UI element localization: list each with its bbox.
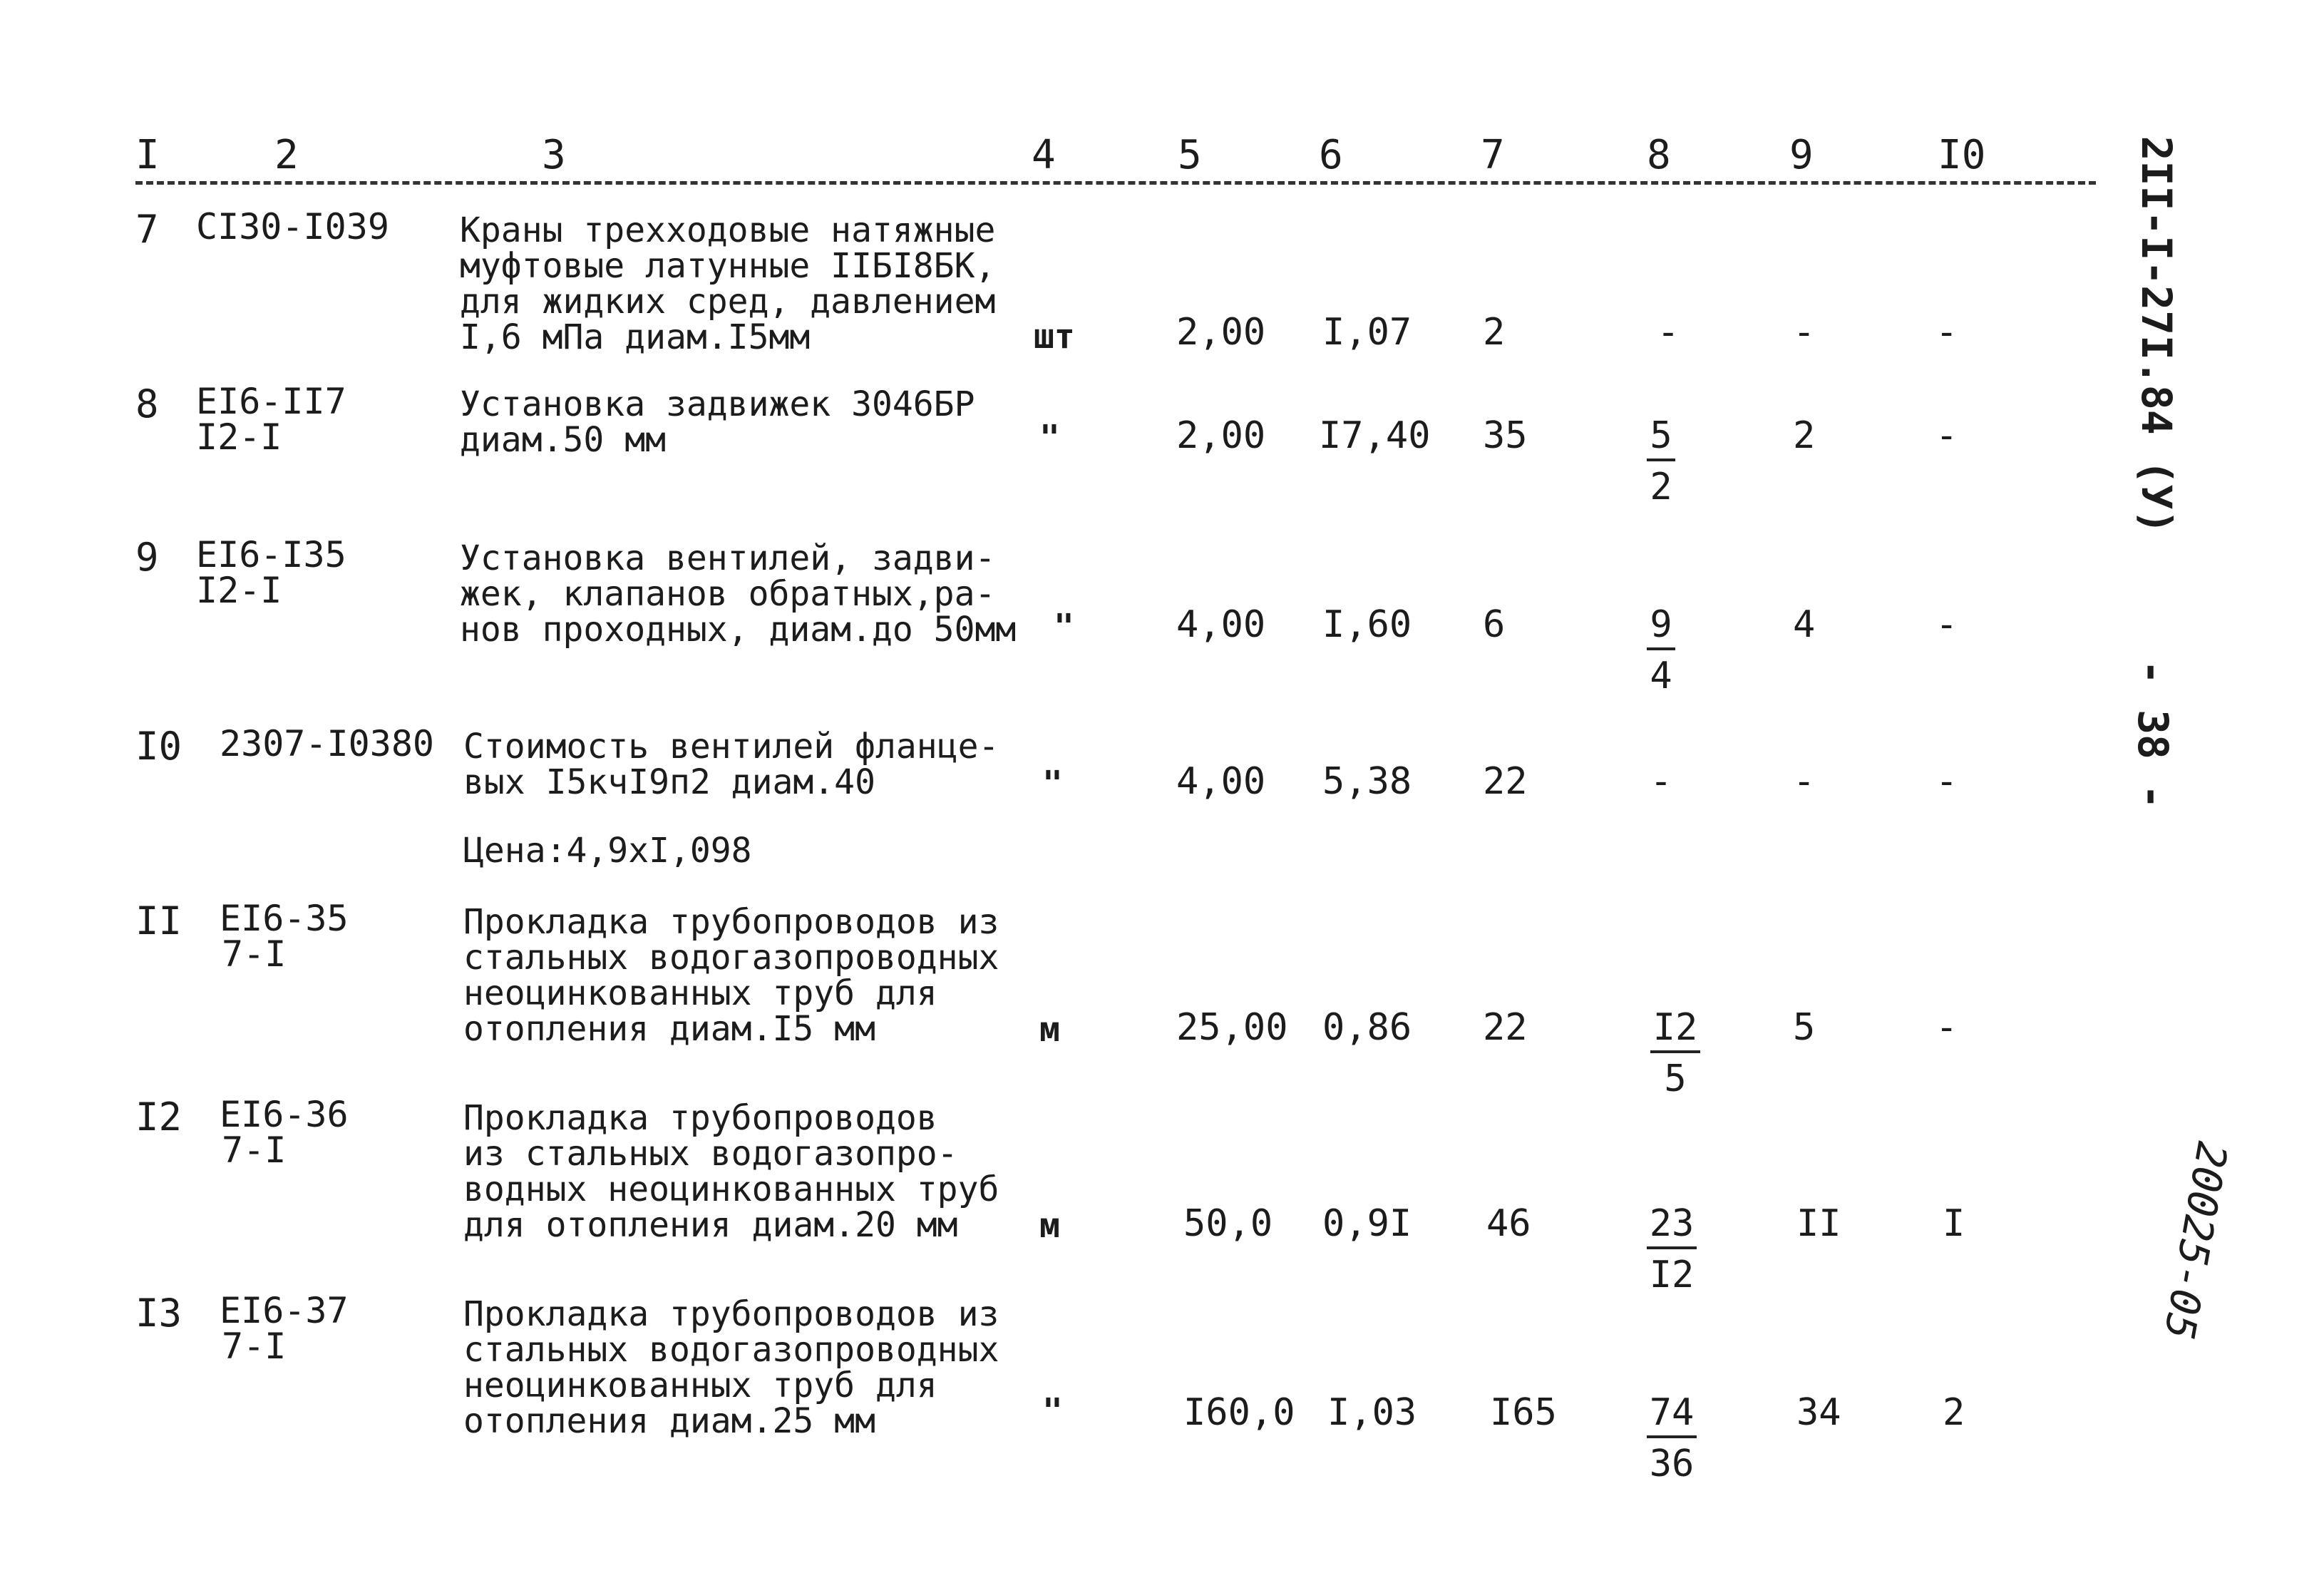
row-col-8-top: I2	[1650, 1009, 1701, 1053]
row-col-8-bottom: 2	[1650, 466, 1672, 508]
col-header-7: 7	[1481, 132, 1505, 178]
row-col-10: -	[1935, 1006, 1958, 1049]
row-col-8-bottom: 5	[1664, 1057, 1687, 1100]
document-code: 2II-I-27I.84 (У)	[2132, 135, 2181, 535]
row-code-line: 7-I	[222, 1129, 287, 1171]
row-col-6: I,07	[1322, 311, 1412, 354]
row-code-line: 2307-I0380	[220, 723, 435, 764]
row-description	[460, 538, 1017, 650]
row-quantity: I60,0	[1183, 1391, 1295, 1434]
row-code-line: EI6-II7	[196, 381, 346, 422]
row-description	[463, 1296, 999, 1439]
row-col-8-bottom: 4	[1650, 655, 1672, 697]
row-col-10: 2	[1943, 1391, 1965, 1434]
row-quantity: 25,00	[1176, 1006, 1288, 1049]
row-col-8	[1640, 1202, 1704, 1296]
row-description	[460, 212, 995, 355]
price-note: Цена:4,9хI,098	[463, 831, 752, 871]
row-unit: шт	[1034, 317, 1075, 357]
row-code-line: EI6-36	[220, 1094, 349, 1135]
col-header-5: 5	[1178, 132, 1202, 178]
row-code-line: 7-I	[222, 933, 287, 975]
row-description-line: из стальных водогазопро-	[463, 1134, 958, 1174]
row-col-9: -	[1793, 760, 1816, 803]
row-col-9: II	[1796, 1202, 1841, 1245]
row-col-8	[1647, 1006, 1704, 1100]
row-col-10: -	[1935, 603, 1958, 646]
row-quantity: 4,00	[1176, 603, 1266, 646]
row-code	[196, 534, 346, 611]
row-number: I2	[135, 1095, 182, 1139]
row-description-line: Краны трехходовые натяжные	[460, 210, 996, 250]
row-col-8-top: 74	[1647, 1394, 1697, 1438]
row-description-line: вых I5кчI9п2 диам.40	[463, 762, 875, 802]
row-code-line: I2-I	[196, 570, 282, 611]
row-quantity: 50,0	[1183, 1202, 1273, 1245]
row-col-8-bottom: 36	[1649, 1443, 1695, 1485]
col-header-3: 3	[542, 132, 566, 178]
row-code-line: I2-I	[196, 416, 282, 458]
row-col-8	[1640, 1391, 1704, 1485]
row-col-7: 22	[1483, 1006, 1528, 1049]
row-code	[196, 381, 346, 458]
row-description-line: муфтовые латунные IIБI8БК,	[460, 246, 996, 286]
row-description-line: для жидких сред, давлением	[460, 282, 996, 322]
row-unit: "	[1042, 1391, 1063, 1431]
row-col-6: 0,86	[1322, 1006, 1412, 1049]
row-col-6: I,60	[1322, 603, 1412, 646]
row-description-line: Установка задвижек 3046БР	[460, 384, 975, 424]
row-col-7: 2	[1483, 311, 1506, 354]
row-col-10: -	[1935, 414, 1958, 457]
row-col-8	[1633, 603, 1690, 697]
row-code	[196, 206, 389, 247]
row-col-9: 4	[1793, 603, 1816, 646]
row-description-line: отопления диам.25 мм	[463, 1401, 875, 1441]
row-col-8-bottom: I2	[1649, 1254, 1695, 1296]
row-description-line: неоцинкованных труб для	[463, 973, 937, 1013]
col-header-8: 8	[1647, 132, 1671, 178]
row-col-7: 22	[1483, 760, 1528, 803]
row-unit: "	[1039, 418, 1060, 458]
row-col-9: 2	[1793, 414, 1816, 457]
row-code	[220, 1094, 349, 1171]
col-header-1: I	[135, 132, 160, 178]
row-col-10: -	[1935, 760, 1958, 803]
col-header-6: 6	[1319, 132, 1343, 178]
row-description-line: I,6 мПа диам.I5мм	[460, 317, 811, 357]
row-code-line: EI6-I35	[196, 534, 346, 575]
row-col-10: I	[1943, 1202, 1965, 1245]
row-number: II	[135, 898, 182, 943]
row-quantity: 4,00	[1176, 760, 1266, 803]
row-code	[220, 898, 349, 975]
col-header-2: 2	[274, 132, 299, 178]
row-description-line: неоцинкованных труб для	[463, 1366, 937, 1405]
row-description-line: Прокладка трубопроводов из	[463, 902, 999, 942]
row-col-7: 6	[1483, 603, 1506, 646]
row-col-8	[1633, 760, 1690, 803]
row-col-6: I7,40	[1319, 414, 1431, 457]
row-col-6: I,03	[1327, 1391, 1417, 1434]
row-col-7: I65	[1490, 1391, 1557, 1434]
row-description-line: Прокладка трубопроводов из	[463, 1294, 999, 1334]
row-description-line: нов проходных, диам.до 50мм	[460, 610, 1017, 650]
row-description	[460, 386, 975, 458]
row-code	[220, 1290, 349, 1367]
row-description-line: водных неоцинкованных труб	[463, 1169, 999, 1209]
row-col-8	[1633, 414, 1690, 508]
page-number: - 38 -	[2129, 660, 2177, 809]
row-unit: м	[1039, 1206, 1060, 1246]
row-col-7: 35	[1483, 414, 1528, 457]
row-col-9: -	[1793, 311, 1816, 354]
row-description-line: для отопления диам.20 мм	[463, 1205, 958, 1245]
header-divider	[135, 181, 2096, 185]
row-code-line: EI6-35	[220, 898, 349, 939]
row-unit: "	[1054, 607, 1074, 647]
row-description-line: жек, клапанов обратных,ра-	[460, 574, 996, 614]
row-code-line: EI6-37	[220, 1290, 349, 1331]
row-number: I3	[135, 1291, 182, 1336]
row-description-line: Стоимость вентилей фланце-	[463, 727, 999, 767]
row-description-line: Установка вентилей, задви-	[460, 538, 996, 578]
row-col-6: 5,38	[1322, 760, 1412, 803]
row-col-6: 0,9I	[1322, 1202, 1412, 1245]
row-quantity: 2,00	[1176, 311, 1266, 354]
row-col-9: 34	[1796, 1391, 1841, 1434]
row-description-line: отопления диам.I5 мм	[463, 1009, 875, 1049]
row-description-line: диам.50 мм	[460, 420, 666, 460]
row-col-7: 46	[1486, 1202, 1531, 1245]
col-header-9: 9	[1789, 132, 1814, 178]
row-unit: м	[1039, 1010, 1060, 1050]
row-description	[463, 729, 999, 800]
inventory-number: 20025-05	[2154, 1138, 2237, 1343]
row-number: I0	[135, 724, 182, 769]
row-col-9: 5	[1793, 1006, 1816, 1049]
row-description	[463, 1100, 999, 1243]
row-col-8-top: 23	[1647, 1205, 1697, 1249]
row-description-line: стальных водогазопроводных	[463, 938, 999, 978]
row-number: 7	[135, 207, 159, 252]
row-col-8-top: -	[1657, 311, 1680, 354]
col-header-10: I0	[1938, 132, 1986, 178]
row-description-line: стальных водогазопроводных	[463, 1330, 999, 1370]
row-description-line: Прокладка трубопроводов	[463, 1098, 937, 1138]
row-col-8-top: 9	[1647, 606, 1675, 650]
row-col-8-top: 5	[1647, 417, 1675, 461]
row-col-8-top: -	[1650, 760, 1672, 803]
row-quantity: 2,00	[1176, 414, 1266, 457]
row-number: 8	[135, 381, 159, 426]
col-header-4: 4	[1032, 132, 1056, 178]
row-col-8	[1640, 311, 1697, 354]
row-col-10: -	[1935, 311, 1958, 354]
row-code-line: CI30-I039	[196, 206, 389, 247]
row-code	[220, 723, 435, 764]
row-description	[463, 904, 999, 1047]
row-unit: "	[1042, 764, 1063, 804]
row-number: 9	[135, 535, 159, 580]
row-code-line: 7-I	[222, 1326, 287, 1367]
